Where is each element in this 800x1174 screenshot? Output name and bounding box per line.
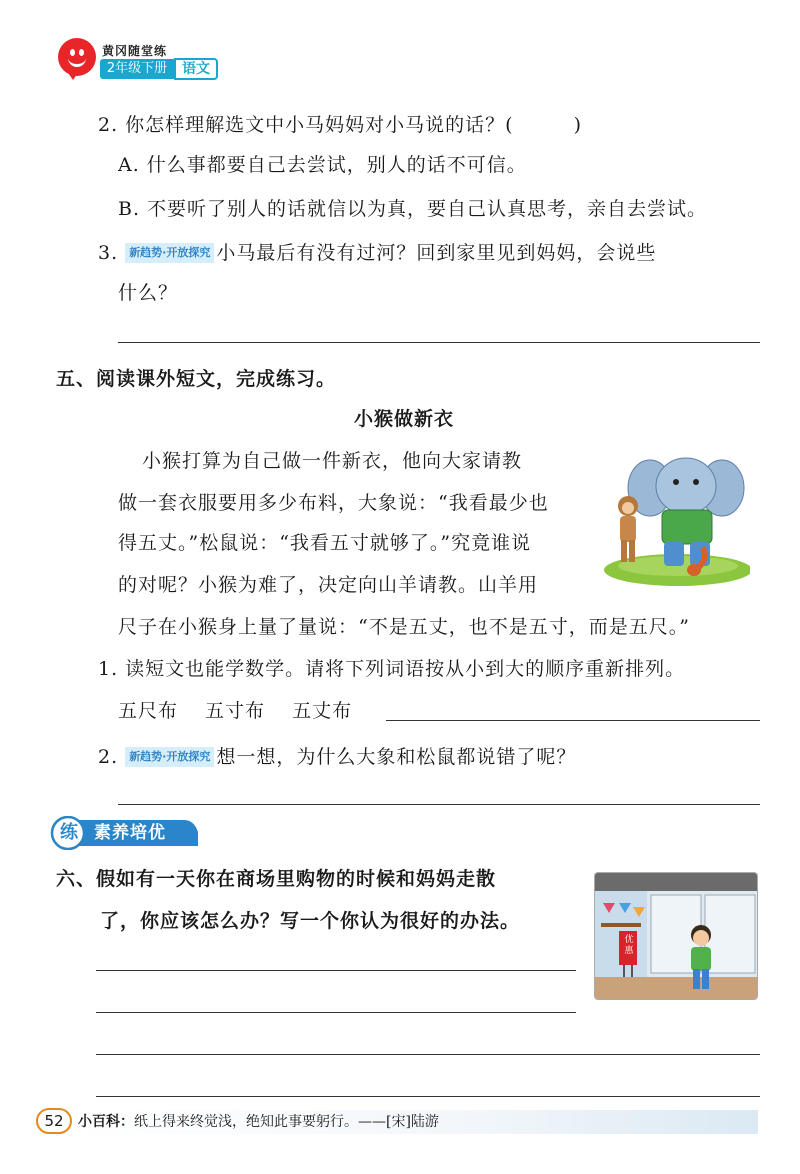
sale-sign: 优惠: [624, 935, 634, 956]
story-line: 做一套衣服要用多少布料，大象说：“我看最少也: [118, 492, 549, 514]
trend-tag: 新趋势·开放探究: [125, 243, 214, 263]
page-number: 52: [36, 1108, 72, 1134]
mall-illustration: [594, 872, 758, 1000]
question-2-text: 2. 你怎样理解选文中小马妈妈对小马说的话？( ): [98, 114, 582, 136]
question-3-line2: 什么？: [118, 282, 179, 304]
grade-badge: 2年级下册: [100, 59, 174, 79]
practice-label: 素养培优: [94, 823, 166, 843]
section-5-question-2: [98, 744, 576, 770]
answer-line[interactable]: [96, 1096, 760, 1097]
answer-line[interactable]: [96, 1012, 576, 1013]
footer-quote: 纸上得来终觉浅，绝知此事要躬行。——[宋]陆游: [134, 1114, 439, 1130]
section-6-line1: 六、假如有一天你在商场里购物的时候和妈妈走散: [56, 868, 497, 890]
option-b: B. 不要听了别人的话就信以为真，要自己认真思考，亲自去尝试。: [118, 198, 708, 220]
section-5-word-list: 五尺布 五寸布 五丈布: [118, 700, 353, 722]
question-3-number: 3.: [98, 242, 119, 264]
answer-line[interactable]: [96, 1054, 760, 1055]
question-3-line1: [98, 240, 656, 266]
story-title: 小猴做新衣: [354, 408, 455, 430]
ordering-answer-line[interactable]: [386, 720, 760, 721]
section-5-question-2-number: 2.: [98, 746, 119, 768]
story-line: 的对呢？小猴为难了，决定向山羊请教。山羊用: [118, 574, 539, 596]
practice-icon: 练: [60, 822, 78, 843]
brand-name: 黄冈随堂练: [102, 44, 168, 58]
footer-quote-row: [78, 1112, 439, 1132]
story-line: 小猴打算为自己做一件新衣，他向大家请教: [142, 450, 523, 472]
logo-tail-decoration: [66, 70, 80, 80]
practice-section-badge: [48, 816, 200, 850]
question-3-prompt: 小马最后有没有过河？回到家里见到妈妈，会说些: [216, 242, 657, 264]
option-a: A. 什么事都要自己去尝试，别人的话不可信。: [118, 154, 527, 176]
story-line: 尺子在小猴身上量了量说：“不是五丈，也不是五寸，而是五尺。”: [118, 616, 690, 638]
answer-line[interactable]: [118, 804, 760, 805]
section-5-heading: 五、阅读课外短文，完成练习。: [56, 368, 337, 390]
trend-tag: 新趋势·开放探究: [125, 747, 214, 767]
section-5-question-2-prompt: 想一想，为什么大象和松鼠都说错了呢？: [216, 746, 577, 768]
footer-label: 小百科：: [78, 1114, 134, 1130]
answer-line[interactable]: [96, 970, 576, 971]
answer-line[interactable]: [118, 342, 760, 343]
story-line: 得五丈。”松鼠说：“我看五寸就够了。”究竟谁说: [118, 532, 532, 554]
section-5-question-1: 1. 读短文也能学数学。请将下列词语按从小到大的顺序重新排列。: [98, 658, 686, 680]
section-6-line2: 了，你应该怎么办？写一个你认为很好的办法。: [100, 910, 521, 932]
subject-badge: 语文: [174, 58, 218, 80]
elephant-monkey-illustration: [598, 448, 750, 586]
